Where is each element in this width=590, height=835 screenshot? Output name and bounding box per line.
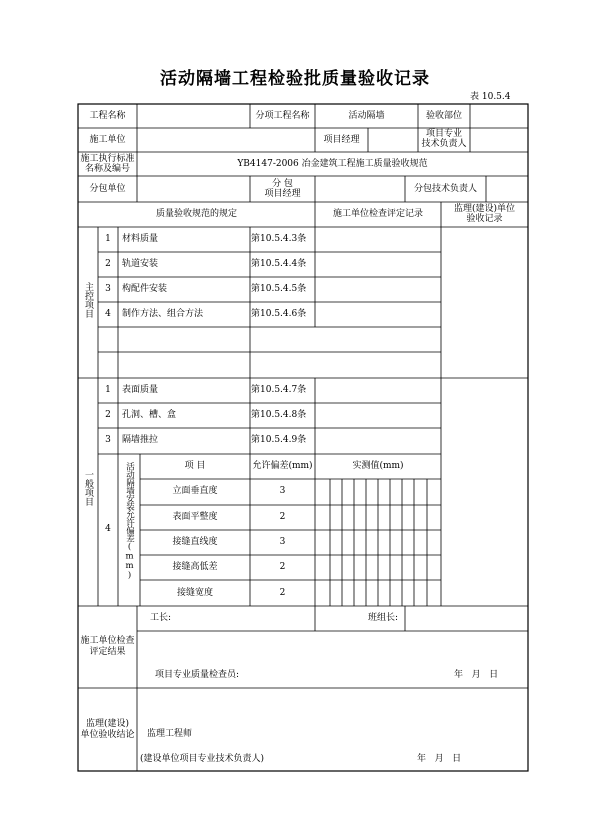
owner-tech-lead-label: (建设单位项目专业技术负责人): [140, 754, 265, 764]
team-leader-label: 班组长:: [368, 613, 399, 623]
page-title: 活动隔墙工程检验批质量验收记录: [160, 69, 430, 89]
main-item-clause: 第10.5.4.6条: [251, 309, 307, 319]
general-item-4-no: 4: [105, 524, 111, 534]
deviation-tolerance: 2: [279, 512, 286, 522]
general-item-no: 1: [105, 385, 111, 395]
deviation-name: 接缝宽度: [176, 588, 213, 598]
main-item-no: 4: [105, 309, 111, 319]
general-item-clause: 第10.5.4.9条: [251, 435, 307, 445]
supervisor-conclusion-label: 监理(建设) 单位验收结论: [80, 719, 135, 740]
sub-pm-label: 分 包 项目经理: [264, 179, 301, 199]
sub-tech-label: 分包技术负责人: [413, 184, 477, 194]
deviation-name: 表面平整度: [172, 512, 218, 522]
item-4-label: 活动隔墙安装允许偏差(mm): [124, 462, 135, 580]
sub-project-label: 分项工程名称: [255, 111, 310, 121]
subcontractor-label: 分包单位: [89, 184, 126, 194]
supervisor-column-header: 监理(建设)单位 验收记录: [453, 204, 516, 224]
main-item-name: 制作方法、组合方法: [122, 309, 204, 319]
construction-unit-label: 施工单位: [89, 135, 126, 145]
foreman-label: 工长:: [150, 613, 172, 623]
main-item-no: 1: [105, 234, 111, 244]
acceptance-part-label: 验收部位: [425, 111, 462, 121]
standard-label: 施工执行标准 名称及编号: [80, 154, 135, 174]
main-item-name: 轨道安装: [122, 259, 159, 269]
main-item-clause: 第10.5.4.3条: [251, 234, 307, 244]
deviation-measured-header: 实测值(mm): [352, 461, 404, 471]
table-number: 表 10.5.4: [470, 92, 511, 102]
deviation-tolerance: 3: [279, 537, 286, 547]
deviation-tolerance: 2: [279, 588, 286, 598]
deviation-tolerance-header: 允许偏差(mm): [252, 461, 313, 471]
deviation-name: 接缝高低差: [172, 562, 218, 572]
sub-project-value: 活动隔墙: [348, 111, 385, 121]
general-item-name: 隔墙推拉: [122, 435, 159, 445]
deviation-name: 立面垂直度: [172, 486, 218, 496]
main-item-clause: 第10.5.4.4条: [251, 259, 307, 269]
main-item-name: 构配件安装: [122, 284, 168, 294]
deviation-tolerance: 3: [279, 486, 286, 496]
spec-column-header: 质量验收规范的规定: [155, 209, 237, 219]
deviation-tolerance: 2: [279, 562, 286, 572]
standard-value: YB4147-2006 冶金建筑工程施工质量验收规范: [237, 159, 428, 169]
main-item-clause: 第10.5.4.5条: [251, 284, 307, 294]
general-section-label: 一般项目: [83, 470, 93, 506]
general-item-name: 表面质量: [122, 385, 159, 395]
inspection-date: 年 月 日: [454, 670, 499, 680]
general-item-name: 孔洞、槽、盒: [122, 410, 177, 420]
general-item-no: 3: [105, 435, 111, 445]
project-manager-label: 项目经理: [323, 135, 360, 145]
quality-inspector-label: 项目专业质量检查员:: [155, 670, 240, 680]
deviation-item-header: 项 目: [184, 461, 206, 471]
general-item-clause: 第10.5.4.7条: [251, 385, 307, 395]
check-column-header: 施工单位检查评定记录: [332, 209, 423, 219]
check-result-label: 施工单位检查 评定结果: [80, 636, 135, 657]
general-item-no: 2: [105, 410, 111, 420]
supervising-engineer-label: 监理工程师: [147, 729, 193, 739]
project-name-label: 工程名称: [89, 111, 126, 121]
main-control-label: 主控项目: [83, 282, 93, 318]
main-item-no: 3: [105, 284, 111, 294]
general-item-clause: 第10.5.4.8条: [251, 410, 307, 420]
main-item-no: 2: [105, 259, 111, 269]
supervisor-date: 年 月 日: [417, 754, 462, 764]
tech-lead-label: 项目专业 技术负责人: [421, 129, 467, 149]
deviation-name: 接缝直线度: [172, 537, 218, 547]
main-item-name: 材料质量: [122, 234, 159, 244]
